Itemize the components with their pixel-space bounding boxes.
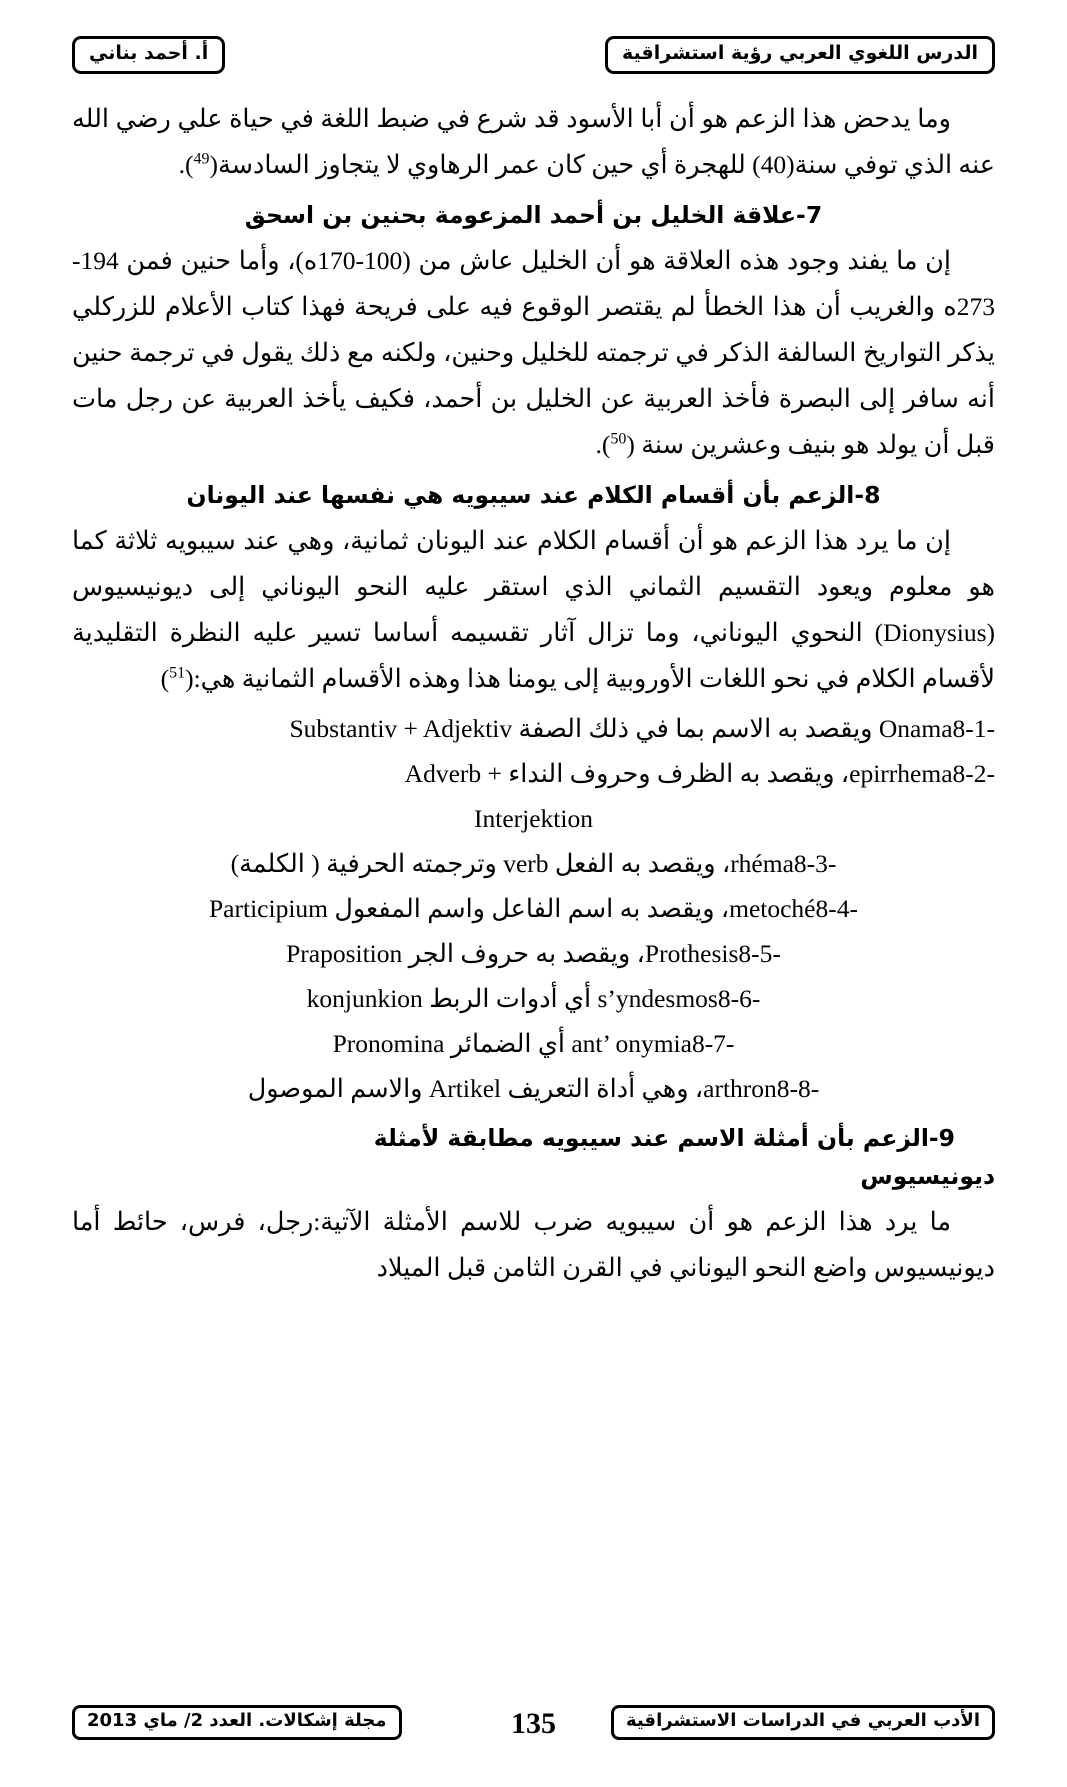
list-item [72,1066,995,1111]
heading-section-9-continued: ديونيسيوس [860,1162,995,1190]
item-number: 8-4- [815,894,858,923]
item-arabic-gloss: أي أدوات الربط [429,984,592,1013]
item-greek-term: ant’ onymia [571,1029,692,1058]
parts-of-speech-list [72,706,995,1111]
footer-issue-box: مجلة إشكالات. العدد 2/ ماي 2013 [72,1705,402,1740]
page-footer [72,1705,995,1749]
item-number: 8-8- [776,1074,820,1103]
paragraph-1 [72,96,995,188]
list-item [72,706,995,751]
item-greek-term: epirrhema [849,759,953,788]
item-greek-term: Prothesis [644,939,739,968]
item-latin-equivalent: Substantiv + Adjektiv [289,714,513,743]
item-number: 8-6- [717,984,761,1013]
item-greek-term: s’yndesmos [597,984,718,1013]
list-item [72,931,995,976]
item-arabic-gloss-2: وترجمته الحرفية ( الكلمة) [230,849,497,878]
page-number: 135 [511,1707,556,1740]
item-latin-equivalent: Pronomina [332,1029,445,1058]
paragraph-2-text: إن ما يفند وجود هذه العلاقة هو أن الخليل عاش من (100-170ه)، وأما حنين فمن 194-273ه والغريب أن هذا الخطأ لم يقتصر الوقوع فيه على فريحة فهذا كتاب الأعلام للزركلي يذكر التواريخ السالفة الذكر في ترجمته للخليل وحنين، ولكنه مع ذلك يقول في ترجمة حنين أنه سافر إلى البصرة فأخذ العربية عن الخليل بن أحمد، فكيف يأخذ العربية عن رجل مات قبل أن يولد هو بنيف وعشرين سنة ( [72,246,995,459]
item-greek-term: Onama [878,714,953,743]
list-item [72,976,995,1021]
list-item [72,1021,995,1066]
paragraph-3-text: إن ما يرد هذا الزعم هو أن أقسام الكلام عند اليونان ثمانية، وهي عند سيبويه ثلاثة كما هو معلوم ويعود التقسيم الثماني الذي استقر عليه النحو اليوناني إلى ديونيسيوس (Dionysius) النحوي اليوناني، وما تزال آثار تقسيمه أساسا تسير عليه النظرة التقليدية لأقسام الكلام في نحو اللغات الأوروبية إلى يومنا هذا وهذه الأقسام الثمانية هي:( [72,526,995,693]
item-latin-equivalent: konjunkion [306,984,423,1013]
paragraph-1-text: وما يدحض هذا الزعم هو أن أبا الأسود قد شرع في ضبط اللغة في حياة علي رضي الله عنه الذي توفي سنة(40) للهجرة أي حين كان عمر الرهاوي لا يتجاوز السادسة( [72,104,995,179]
paragraph-3-tail: ) [160,664,170,693]
footnote-marker-51: 51 [169,664,186,682]
item-arabic-gloss: ، وهي أداة التعريف [507,1074,704,1103]
item-latin-equivalent: Praposition [286,939,403,968]
item-number: 8-1- [952,714,995,743]
item-arabic-gloss-2: والاسم الموصول [247,1074,423,1103]
item-latin-equivalent: verb [503,849,549,878]
list-item-continuation [72,796,995,841]
heading-section-9-line1: 9-الزعم بأن أمثلة الاسم عند سيبويه مطابقة لأمثلة [373,1124,955,1152]
footnote-marker-49: 49 [193,150,210,168]
footer-journal-section-box: الأدب العربي في الدراسات الاستشراقية [611,1705,995,1740]
running-head [72,36,995,82]
running-head-title-box: الدرس اللغوي العربي رؤية استشراقية [605,36,995,74]
item-arabic-gloss: ، ويقصد به الفعل [554,849,731,878]
heading-section-7: 7-علاقة الخليل بن أحمد المزعومة بحنين بن اسحق [244,201,823,229]
paragraph-3 [72,518,995,702]
item-arabic-gloss: ، ويقصد به حروف الجر [408,939,645,968]
item-latin-equivalent: Participium [209,894,328,923]
item-latin-equivalent: Adverb + [404,759,502,788]
item-greek-term: rhéma [730,849,794,878]
heading-section-8: 8-الزعم بأن أقسام الكلام عند سيبويه هي نفسها عند اليونان [186,481,881,509]
item-arabic-gloss: ويقصد به الاسم بما في ذلك الصفة [518,714,873,743]
list-item [72,841,995,886]
item-arabic-gloss: ، ويقصد به اسم الفاعل واسم المفعول [334,894,730,923]
item-number: 8-5- [738,939,781,968]
paragraph-4: ما يرد هذا الزعم هو أن سيبويه ضرب للاسم الأمثلة الآتية:رجل، فرس، حائط أما ديونيسيوس واضع النحو اليوناني في القرن الثامن قبل الميلاد [72,1207,995,1282]
item-arabic-gloss: ، ويقصد به الظرف وحروف النداء [508,759,850,788]
heading-section-9 [72,1117,995,1159]
running-head-author-box: أ. أحمد بناني [72,36,225,74]
item-number: 8-3- [793,849,837,878]
item-arabic-gloss: أي الضمائر [450,1029,565,1058]
page-content [72,96,995,1293]
item-latin-continuation: Interjektion [474,804,593,833]
footnote-marker-50: 50 [610,430,627,448]
list-item [72,886,995,931]
paragraph-2-tail: ). [595,430,611,459]
item-number: 8-2- [952,759,995,788]
item-greek-term: metoché [729,894,816,923]
item-number: 8-7- [691,1029,735,1058]
item-latin-equivalent: Artikel [428,1074,502,1103]
item-greek-term: arthron [703,1074,777,1103]
paragraph-2 [72,238,995,468]
paragraph-1-tail: ). [178,150,194,179]
list-item [72,751,995,796]
